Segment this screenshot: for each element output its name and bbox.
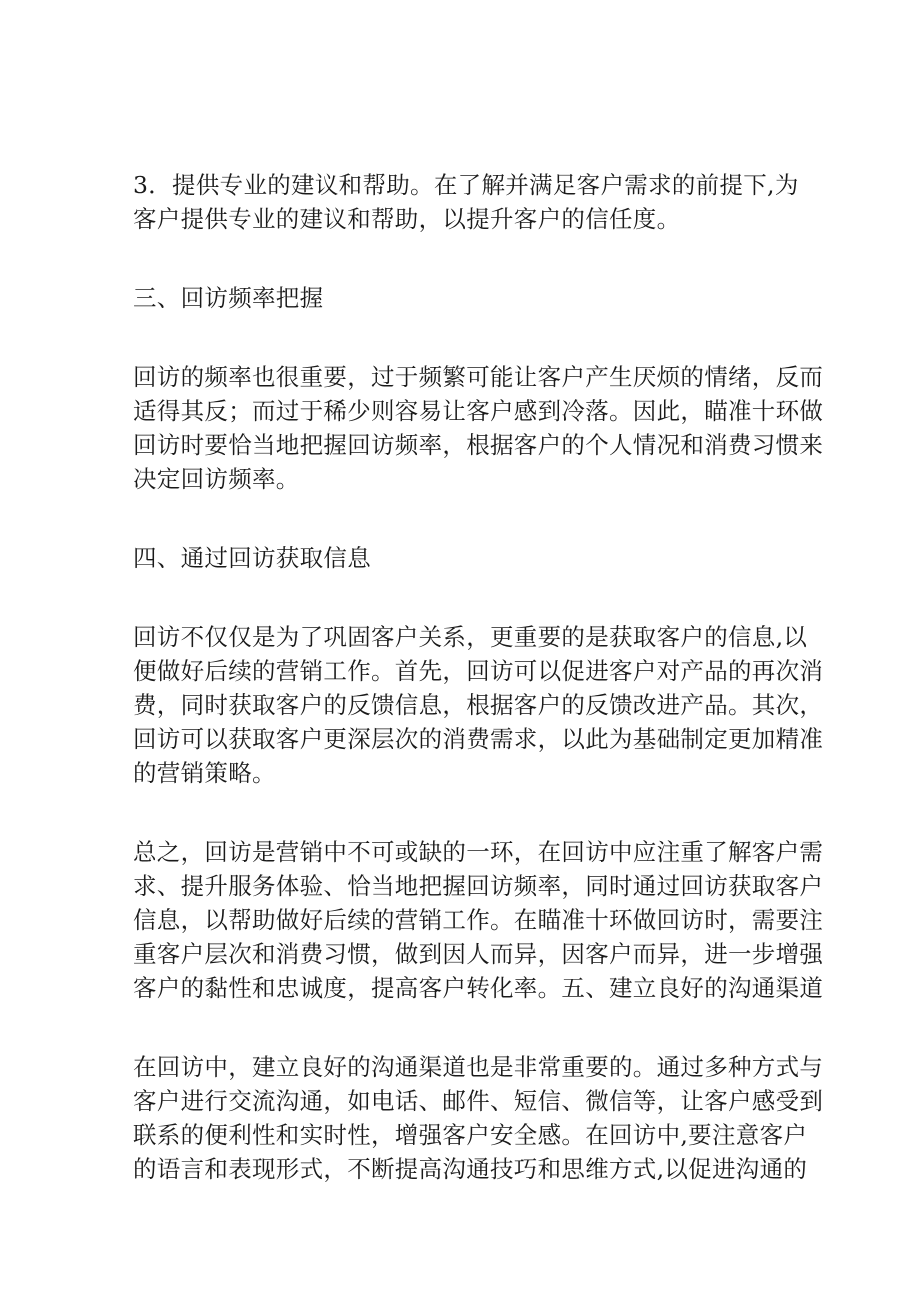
text-line: 决定回访频率。 (133, 465, 300, 493)
text-line: 回访可以获取客户更深层次的消费需求，以此为基础制定更加精准 (133, 725, 824, 753)
text-line: 在回访中，建立良好的沟通渠道也是非常重要的。通过多种方式与 (133, 1053, 824, 1081)
text-line: 的营销策略。 (133, 759, 276, 787)
text-line: 3．提供专业的建议和帮助。在了解并满足客户需求的前提下,为 (133, 171, 799, 199)
heading-text: 三、回访频率把握 (133, 284, 324, 312)
text-line: 联系的便利性和实时性，增强客户安全感。在回访中,要注意客户 (133, 1121, 808, 1149)
paragraph-advice (133, 168, 803, 236)
text-line: 客户的黏性和忠诚度，提高客户转化率。五、建立良好的沟通渠道 (133, 974, 824, 1002)
section-heading-frequency (133, 281, 803, 315)
text-line: 的语言和表现形式，不断提高沟通技巧和思维方式,以促进沟通的 (133, 1155, 808, 1183)
text-line: 求、提升服务体验、恰当地把握回访频率，同时通过回访获取客户 (133, 872, 824, 900)
paragraph-information (133, 620, 824, 790)
text-line: 客户进行交流沟通，如电话、邮件、短信、微信等，让客户感受到 (133, 1087, 824, 1115)
heading-text: 四、通过回访获取信息 (133, 544, 371, 572)
text-line: 客户提供专业的建议和帮助，以提升客户的信任度。 (133, 205, 681, 233)
text-line: 费，同时获取客户的反馈信息，根据客户的反馈改进产品。其次， (133, 691, 824, 719)
text-line: 重客户层次和消费习惯，做到因人而异，因客户而异，进一步增强 (133, 940, 824, 968)
document-body (133, 168, 824, 1231)
paragraph-frequency (133, 360, 824, 496)
text-line: 回访不仅仅是为了巩固客户关系，更重要的是获取客户的信息,以 (133, 623, 808, 651)
text-line: 信息，以帮助做好后续的营销工作。在瞄准十环做回访时，需要注 (133, 906, 824, 934)
text-line: 回访的频率也很重要，过于频繁可能让客户产生厌烦的情绪，反而 (133, 363, 824, 391)
text-line: 回访时要恰当地把握回访频率，根据客户的个人情况和消费习惯来 (133, 431, 824, 459)
text-line: 便做好后续的营销工作。首先，回访可以促进客户对产品的再次消 (133, 657, 824, 685)
text-line: 适得其反；而过于稀少则容易让客户感到冷落。因此，瞄准十环做 (133, 397, 824, 425)
paragraph-summary (133, 835, 824, 1005)
paragraph-communication (133, 1050, 824, 1186)
section-heading-information (133, 541, 803, 575)
text-line: 总之，回访是营销中不可或缺的一环，在回访中应注重了解客户需 (133, 838, 824, 866)
